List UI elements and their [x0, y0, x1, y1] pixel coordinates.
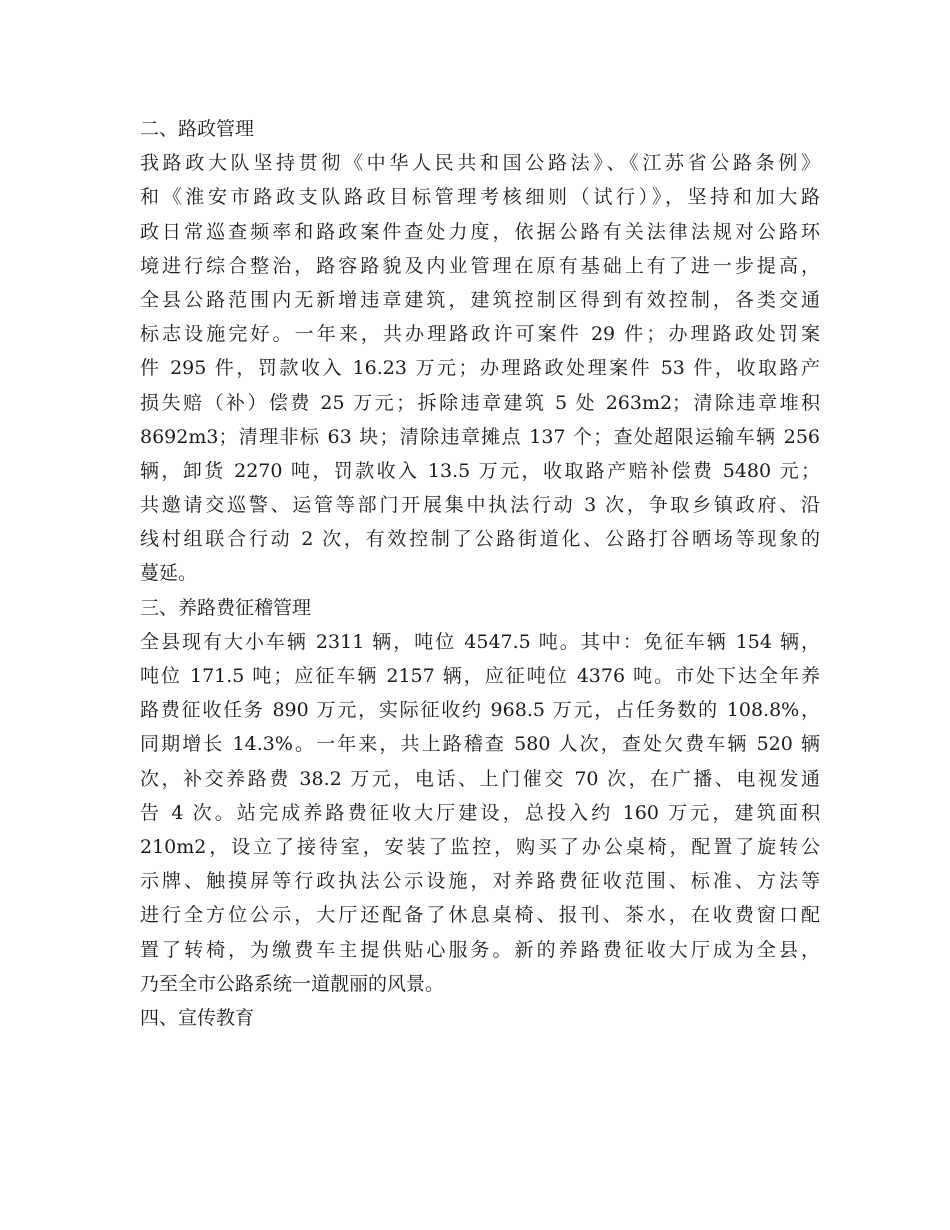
paragraph-line: 共邀请交巡警、运管等部门开展集中执法行动 3 次，争取乡镇政府、沿 [140, 494, 820, 517]
paragraph-line: 次，补交养路费 38.2 万元，电话、上门催交 70 次，在广播、电视发通 [140, 767, 820, 790]
paragraph-line: 告 4 次。站完成养路费征收大厅建设，总投入约 160 万元，建筑面积 [140, 801, 820, 824]
paragraph-line: 吨位 171.5 吨；应征车辆 2157 辆，应征吨位 4376 吨。市处下达全年养 [140, 665, 820, 687]
paragraph-line: 损失赔（补）偿费 25 万元；拆除违章建筑 5 处 263m2；清除违章堆积 [140, 391, 820, 414]
paragraph-line: 8692m3；清理非标 63 块；清除违章摊点 137 个；查处超限运输车辆 256 [140, 425, 820, 448]
paragraph-line: 进行全方位公示，大厅还配备了休息桌椅、报刊、茶水，在收费窗口配 [140, 904, 820, 927]
paragraph-line: 辆，卸货 2270 吨，罚款收入 13.5 万元，收取路产赔补偿费 5480 元； [140, 459, 820, 482]
section-heading-toll-collection: 三、养路费征稽管理 [140, 596, 312, 619]
paragraph-line: 境进行综合整治，路容路貌及内业管理在原有基础上有了进一步提高， [140, 254, 820, 277]
paragraph-line: 置了转椅，为缴费车主提供贴心服务。新的养路费征收大厅成为全县， [140, 938, 820, 961]
paragraph-line: 210m2，设立了接待室，安装了监控，购买了办公桌椅，配置了旋转公 [140, 835, 820, 858]
paragraph-line: 标志设施完好。一年来，共办理路政许可案件 29 件；办理路政处罚案 [140, 323, 820, 346]
paragraph-line: 路费征收任务 890 万元，实际征收约 968.5 万元，占任务数的 108.8%， [140, 699, 820, 722]
section-heading-road-administration: 二、路政管理 [140, 118, 255, 140]
paragraph-line: 件 295 件，罚款收入 16.23 万元；办理路政处理案件 53 件，收取路产 [140, 357, 820, 380]
section-heading-publicity-education: 四、宣传教育 [140, 1006, 255, 1029]
paragraph-line: 示牌、触摸屏等行政执法公示设施，对养路费征收范围、标准、方法等 [140, 870, 820, 893]
paragraph-line: 乃至全市公路系统一道靓丽的风景。 [140, 972, 445, 995]
paragraph-line: 我路政大队坚持贯彻《中华人民共和国公路法》、《江苏省公路条例》 [140, 152, 820, 175]
paragraph-line: 同期增长 14.3%。一年来，共上路稽查 580 人次，查处欠费车辆 520 辆 [140, 733, 820, 756]
paragraph-line: 线村组联合行动 2 次，有效控制了公路街道化、公路打谷晒场等现象的 [140, 528, 820, 551]
paragraph-line: 全县现有大小车辆 2311 辆，吨位 4547.5 吨。其中：免征车辆 154 辆， [140, 630, 820, 653]
paragraph-line: 和《淮安市路政支队路政目标管理考核细则（试行）》，坚持和加大路 [140, 186, 820, 209]
document-page [140, 112, 820, 1035]
paragraph-line: 政日常巡查频率和路政案件查处力度，依据公路有关法律法规对公路环 [140, 220, 820, 243]
paragraph-line: 全县公路范围内无新增违章建筑，建筑控制区得到有效控制，各类交通 [140, 288, 820, 311]
paragraph-line: 蔓延。 [140, 562, 198, 585]
